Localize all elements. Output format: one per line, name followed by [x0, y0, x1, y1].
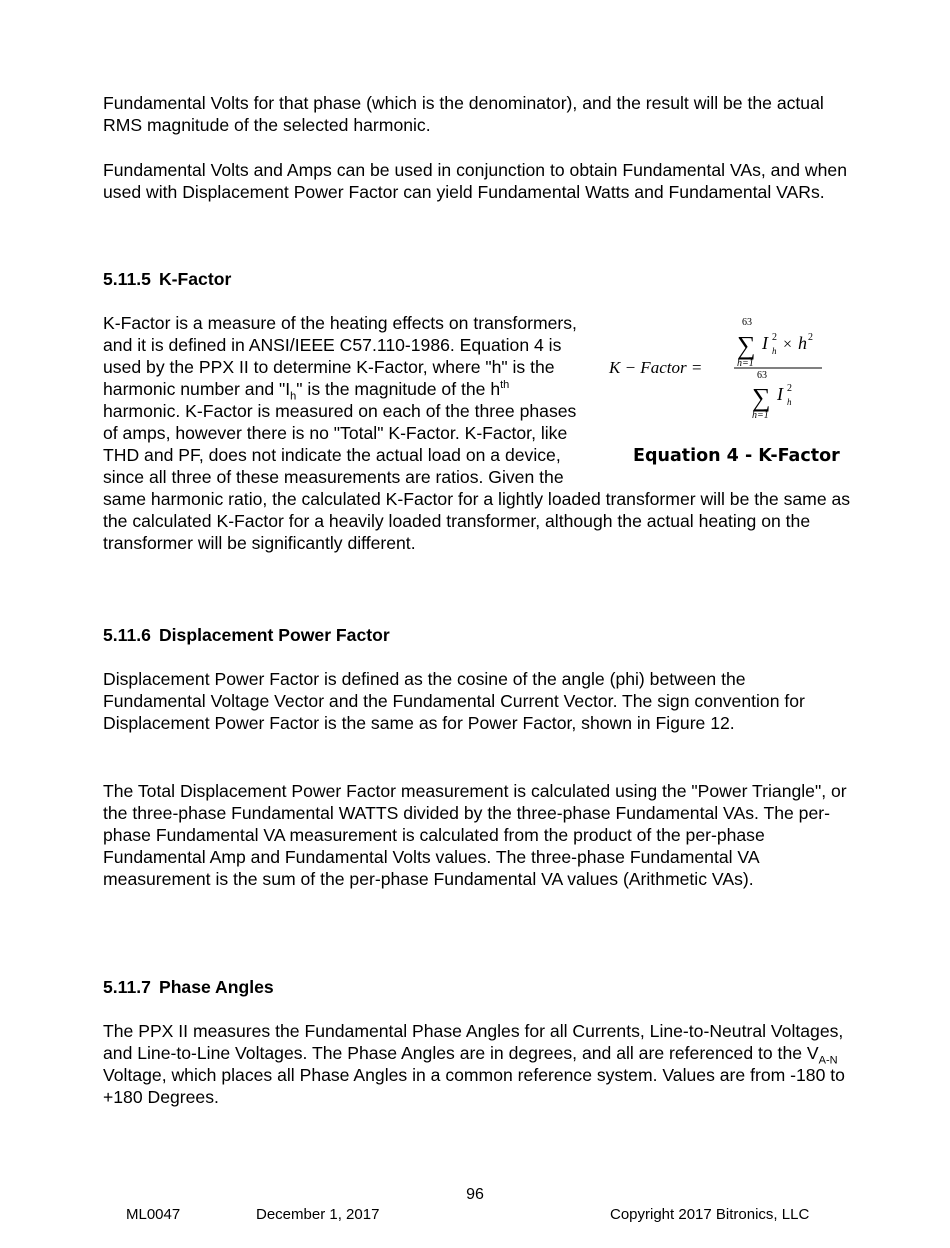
- den-sum-symbol: ∑: [752, 383, 771, 412]
- kfactor-text-c: harmonic. K-Factor is measured on each of the three phases of amps, however there is no "Total" K-Factor. K-Factor, like THD and PF, does not indicate the actual load on a device, since all three of these measurements are ratios. Given the same harmonic ratio, the calculated K-Factor for a lightly loaded transformer will be the same as the calculated K-Factor for a heavily loaded transformer, although the actual heating on the transformer will be significantly different.: [103, 401, 851, 553]
- footer-doc-id: ML0047: [126, 1206, 181, 1223]
- num-upper-limit: 63: [742, 317, 752, 328]
- section-heading-kfactor: [103, 268, 231, 290]
- kfactor-section: [103, 312, 853, 554]
- num-sum-symbol: ∑: [737, 331, 756, 360]
- section-number: 5.11.7: [103, 977, 151, 997]
- page-number: 96: [466, 1186, 484, 1203]
- footer-date: December 1, 2017: [256, 1206, 380, 1223]
- section-heading-phase: [103, 976, 274, 998]
- section-title: Displacement Power Factor: [158, 625, 390, 645]
- intro-paragraph-2: Fundamental Volts and Amps can be used in conjunction to obtain Fundamental VAs, and when used with Displacement Power Factor can yield Fundamental Watts and Fundamental VARs.: [103, 160, 847, 202]
- den-var-sup: 2: [787, 383, 792, 394]
- phase-text-a: The PPX II measures the Fundamental Phase Angles for all Currents, Line-to-Neutral Voltages, and Line-to-Line Voltages. The Phase Angles are in degrees, and all are referenced to the V: [103, 1021, 844, 1063]
- kfactor-equation-box: [597, 312, 859, 472]
- den-var-sub: h: [787, 397, 792, 407]
- section-number: 5.11.5: [103, 269, 151, 289]
- kfactor-text-sub: h: [290, 390, 297, 403]
- section-title: Phase Angles: [158, 977, 274, 997]
- footer-copyright: Copyright 2017 Bitronics, LLC: [610, 1206, 810, 1223]
- phase-text-b: Voltage, which places all Phase Angles in a common reference system. Values are from -180 to +180 Degrees.: [103, 1065, 845, 1107]
- num-var: I: [762, 333, 768, 353]
- times-sign: ×: [783, 336, 793, 353]
- phase-text-sub: A-N: [818, 1054, 838, 1067]
- dpf-paragraph-2: The Total Displacement Power Factor measurement is calculated using the "Power Triangle", or the three-phase Fundamental WATTS divided by the three-phase Fundamental VAs. The per-phase Fundamental VA measurement is calculated from the product of the per-phase Fundamental Amp and Fundamental Volts values. The three-phase Fundamental VA measurement is the sum of the per-phase Fundamental VA values (Arithmetic VAs).: [103, 781, 847, 889]
- phase-paragraph: [103, 1020, 853, 1108]
- kfactor-equation: [597, 312, 859, 442]
- section-title: K-Factor: [158, 269, 232, 289]
- num-var-sup: 2: [772, 332, 777, 343]
- num-lower-limit: h=1: [737, 358, 754, 369]
- kfactor-text-a: K-Factor is a measure of the heating effects on transformers, and it is defined in ANSI/IEEE C57.110-1986. Equation 4 is used by the PPX II to determine K-Factor, where "h" is the harmonic number and "I: [103, 313, 577, 399]
- h-var: h: [798, 333, 807, 353]
- intro-paragraph-1: Fundamental Volts for that phase (which is the denominator), and the result will be the actual RMS magnitude of the selected harmonic.: [103, 93, 824, 135]
- den-lower-limit: h=1: [752, 410, 769, 421]
- kfactor-text-sup: th: [500, 379, 510, 392]
- dpf-paragraph-1: Displacement Power Factor is defined as the cosine of the angle (phi) between the Fundamental Voltage Vector and the Fundamental Current Vector. The sign convention for Displacement Power Factor is the same as for Power Factor, shown in Figure 12.: [103, 669, 805, 733]
- kfactor-text-b: " is the magnitude of the h: [296, 379, 501, 399]
- equation-caption: Equation 4 - K-Factor: [633, 446, 840, 466]
- section-number: 5.11.6: [103, 625, 151, 645]
- den-upper-limit: 63: [757, 370, 767, 381]
- h-var-sup: 2: [808, 332, 813, 343]
- section-heading-dpf: [103, 624, 390, 646]
- num-var-sub: h: [772, 346, 777, 356]
- equation-lhs: K − Factor =: [609, 358, 703, 377]
- den-var: I: [777, 384, 783, 404]
